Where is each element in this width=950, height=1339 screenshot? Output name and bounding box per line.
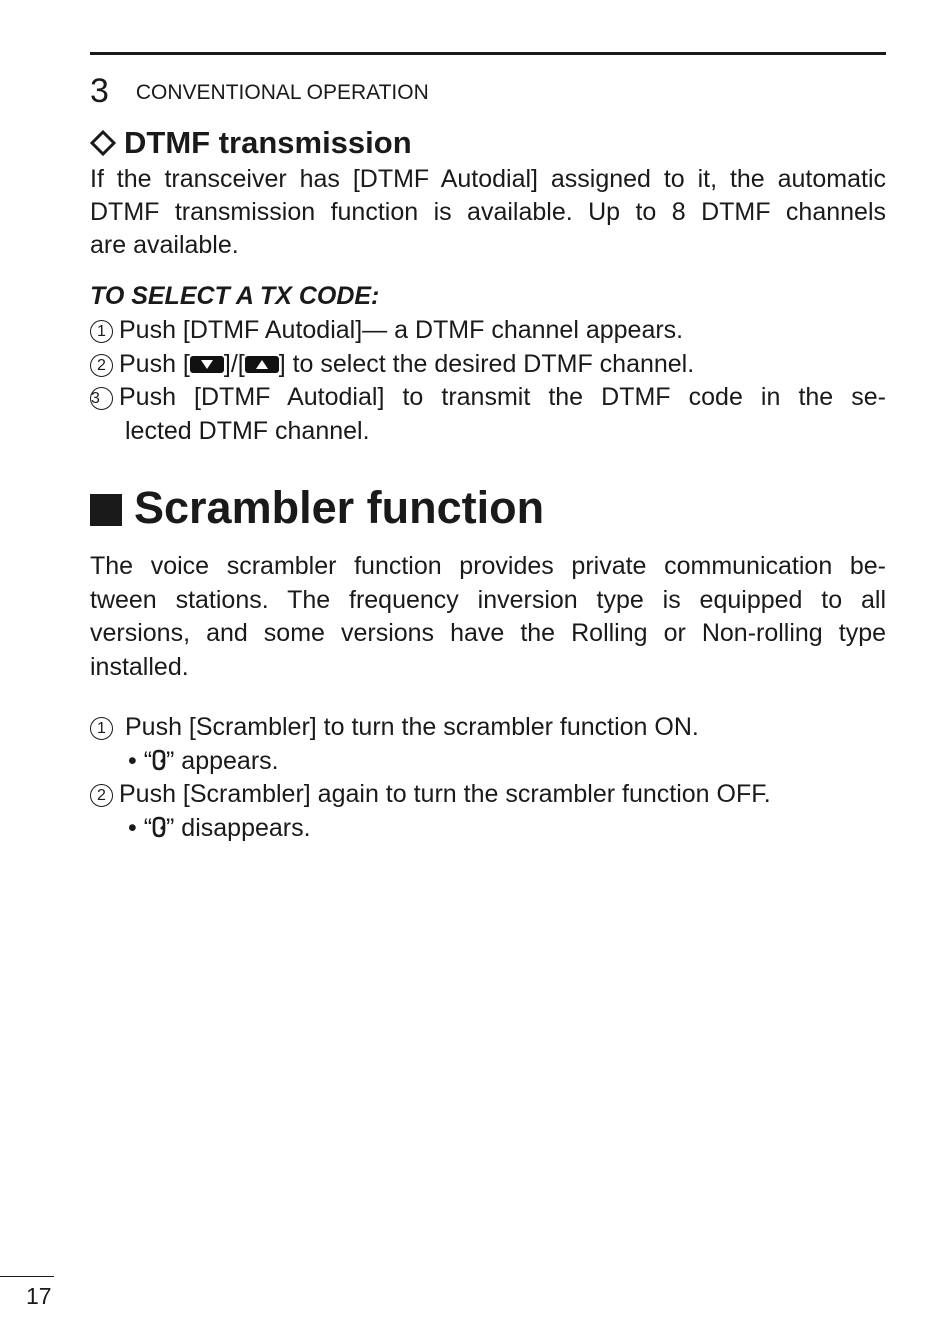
step-text: Push [DTMF Autodial] to transmit the DTMF code in the se- [119, 383, 886, 411]
step-number: 2 [90, 354, 113, 377]
bullet-text: ” appears. [166, 747, 279, 775]
scrambler-indicator-icon [152, 816, 166, 838]
scrambler-para-line: The voice scrambler function provides private communication be- [90, 552, 886, 580]
header-rule [90, 52, 886, 55]
scrambler-para-line: installed. [90, 653, 189, 681]
diamond-outline-icon [90, 130, 116, 156]
step-text: ] to select the desired DTMF channel. [278, 350, 695, 378]
tx-code-subheading: TO SELECT A TX CODE: [90, 282, 380, 310]
scrambler-step-1-bullet [128, 744, 924, 778]
dtmf-step-3-cont: lected DTMF channel. [125, 417, 370, 445]
bullet-text: • “ [128, 814, 153, 842]
down-arrow-key-icon [190, 356, 224, 373]
dtmf-heading [90, 124, 886, 162]
dtmf-para-line: are available. [90, 231, 239, 259]
page-number: 17 [26, 1283, 52, 1309]
up-arrow-key-icon [245, 356, 279, 373]
step-number: 1 [90, 717, 113, 740]
scrambler-step-2 [90, 777, 886, 811]
dtmf-para-line: DTMF transmission function is available. Up to 8 DTMF channels [90, 198, 886, 226]
step-text: Push [ [119, 350, 190, 378]
scrambler-para-line: tween stations. The frequency inversion type is equipped to all [90, 586, 886, 614]
bullet-text: ” disappears. [166, 814, 311, 842]
step-text: Push [Scrambler] to turn the scrambler function ON. [125, 713, 699, 741]
scrambler-step-1 [90, 710, 886, 744]
chapter-number: 3 [90, 72, 109, 110]
step-number: 3 [90, 387, 113, 410]
chapter-title: CONVENTIONAL OPERATION [135, 81, 429, 104]
chapter-header [90, 73, 886, 109]
scrambler-heading-text: Scrambler function [134, 482, 545, 533]
step-text: Push [Scrambler] again to turn the scrambler function OFF. [119, 780, 771, 808]
bullet-text: • “ [128, 747, 153, 775]
dtmf-step-1 [90, 313, 886, 347]
scrambler-heading [90, 482, 886, 534]
scrambler-step-2-bullet [128, 811, 924, 845]
black-square-icon [90, 494, 122, 526]
scrambler-para-line: versions, and some versions have the Rolling or Non-rolling type [90, 619, 886, 647]
dtmf-step-3 [90, 380, 886, 414]
step-text: ]/[ [223, 350, 245, 378]
step-number: 1 [90, 320, 113, 343]
step-text: Push [DTMF Autodial]— a DTMF channel appears. [119, 316, 684, 344]
scrambler-indicator-icon [152, 749, 166, 771]
dtmf-step-2 [90, 347, 886, 381]
dtmf-heading-text: DTMF transmission [124, 125, 412, 160]
dtmf-para-line: If the transceiver has [DTMF Autodial] assigned to it, the automatic [90, 165, 886, 193]
step-number: 2 [90, 784, 113, 807]
footer-rule [0, 1276, 54, 1277]
